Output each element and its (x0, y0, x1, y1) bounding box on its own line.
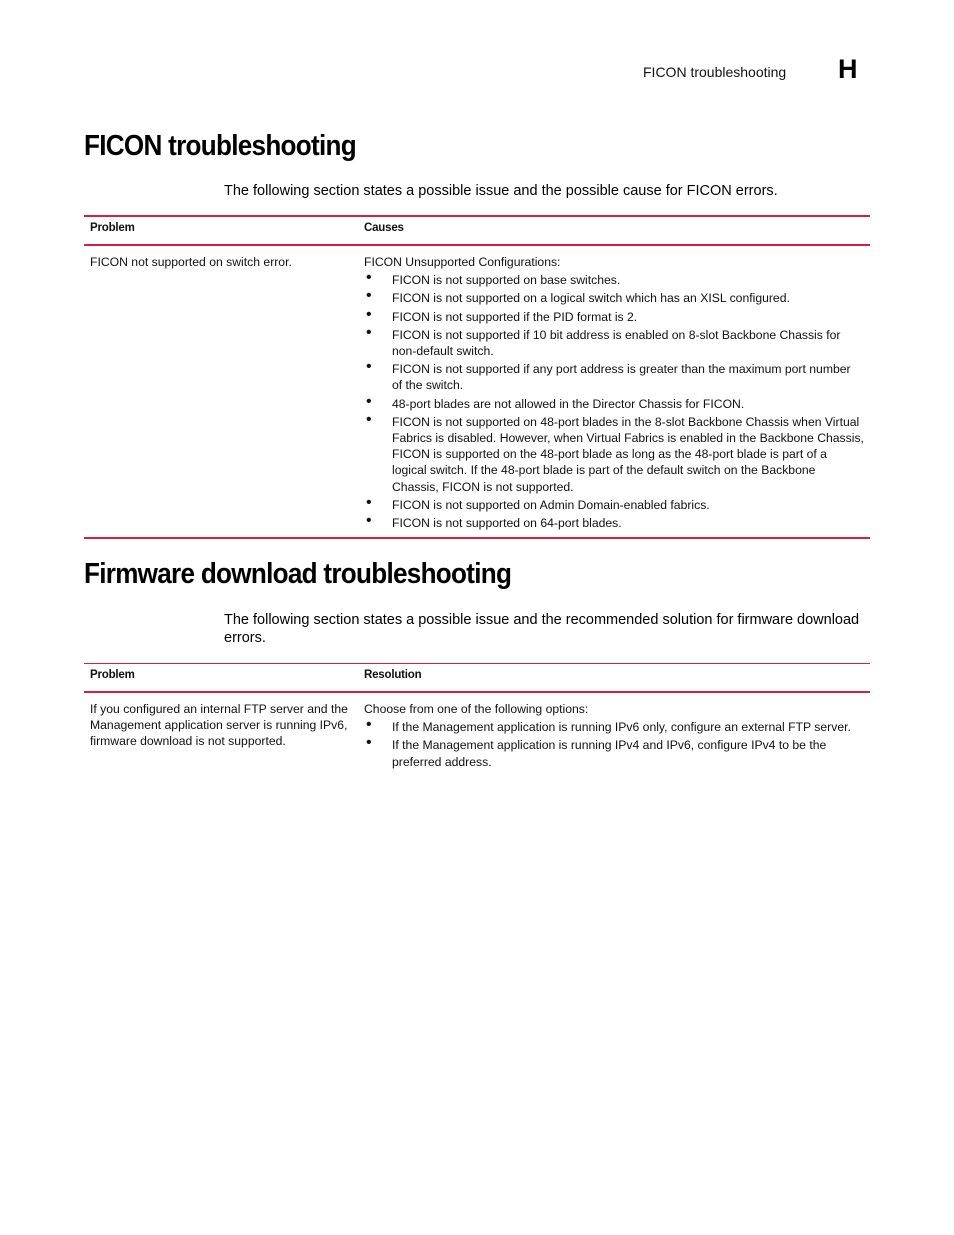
firmware-resolution-lead: Choose from one of the following options: (364, 702, 589, 716)
firmware-col-problem-header: Problem (84, 664, 358, 693)
list-item: • 48-port blades are not allowed in the Director Chassis for FICON. (364, 396, 864, 412)
list-item: • FICON is not supported if 10 bit address is enabled on 8-slot Backbone Chassis for non-default switch. (364, 327, 864, 359)
table-row (84, 245, 870, 538)
list-item: • If the Management application is running IPv6 only, configure an external FTP server. (364, 719, 864, 735)
list-item: • FICON is not supported on 64-port blades. (364, 515, 864, 531)
ficon-causes-cell (358, 245, 870, 538)
list-item: • FICON is not supported if any port address is greater than the maximum port number of the switch. (364, 361, 864, 393)
ficon-col-causes-header: Causes (358, 216, 870, 245)
appendix-letter: H (838, 54, 858, 84)
ficon-causes-list (364, 272, 864, 531)
ficon-col-problem-header: Problem (84, 216, 358, 245)
ficon-table (84, 215, 870, 539)
list-item: • If the Management application is running IPv4 and IPv6, configure IPv4 to be the preferred address. (364, 737, 864, 769)
firmware-intro: The following section states a possible issue and the recommended solution for firmware download errors. (224, 612, 860, 646)
list-item: • FICON is not supported on 48-port blades in the 8-slot Backbone Chassis when Virtual Fabrics is disabled. However, when Virtual Fabrics is enabled in the Backbone Chassis, FICON is supported on the 48-port blade as long as the 48-port blade is part of a logical switch. If the 48-port blade is part of the default switch on the Backbone Chassis, FICON is not supported. (364, 414, 864, 495)
ficon-section-title: FICON troubleshooting (84, 130, 356, 162)
list-item: • FICON is not supported on a logical switch which has an XISL configured. (364, 290, 864, 306)
list-item: • FICON is not supported if the PID format is 2. (364, 309, 864, 325)
firmware-resolution-list (364, 719, 864, 770)
firmware-table-header-row (84, 664, 870, 693)
firmware-resolution-cell (358, 692, 870, 776)
list-item: • FICON is not supported on Admin Domain-enabled fabrics. (364, 497, 864, 513)
ficon-table-header-row (84, 216, 870, 245)
firmware-col-resolution-header: Resolution (358, 664, 870, 693)
ficon-causes-lead: FICON Unsupported Configurations: (364, 255, 561, 269)
running-header: FICON troubleshooting (643, 64, 787, 80)
ficon-problem-cell: FICON not supported on switch error. (90, 255, 292, 269)
ficon-intro: The following section states a possible issue and the possible cause for FICON errors. (224, 183, 778, 199)
table-row (84, 692, 870, 776)
firmware-section-title: Firmware download troubleshooting (84, 558, 512, 590)
list-item: • FICON is not supported on base switches. (364, 272, 864, 288)
firmware-problem-cell: If you configured an internal FTP server and the Management application server is running IPv6, firmware download is not supported. (90, 702, 348, 749)
firmware-table (84, 663, 870, 776)
